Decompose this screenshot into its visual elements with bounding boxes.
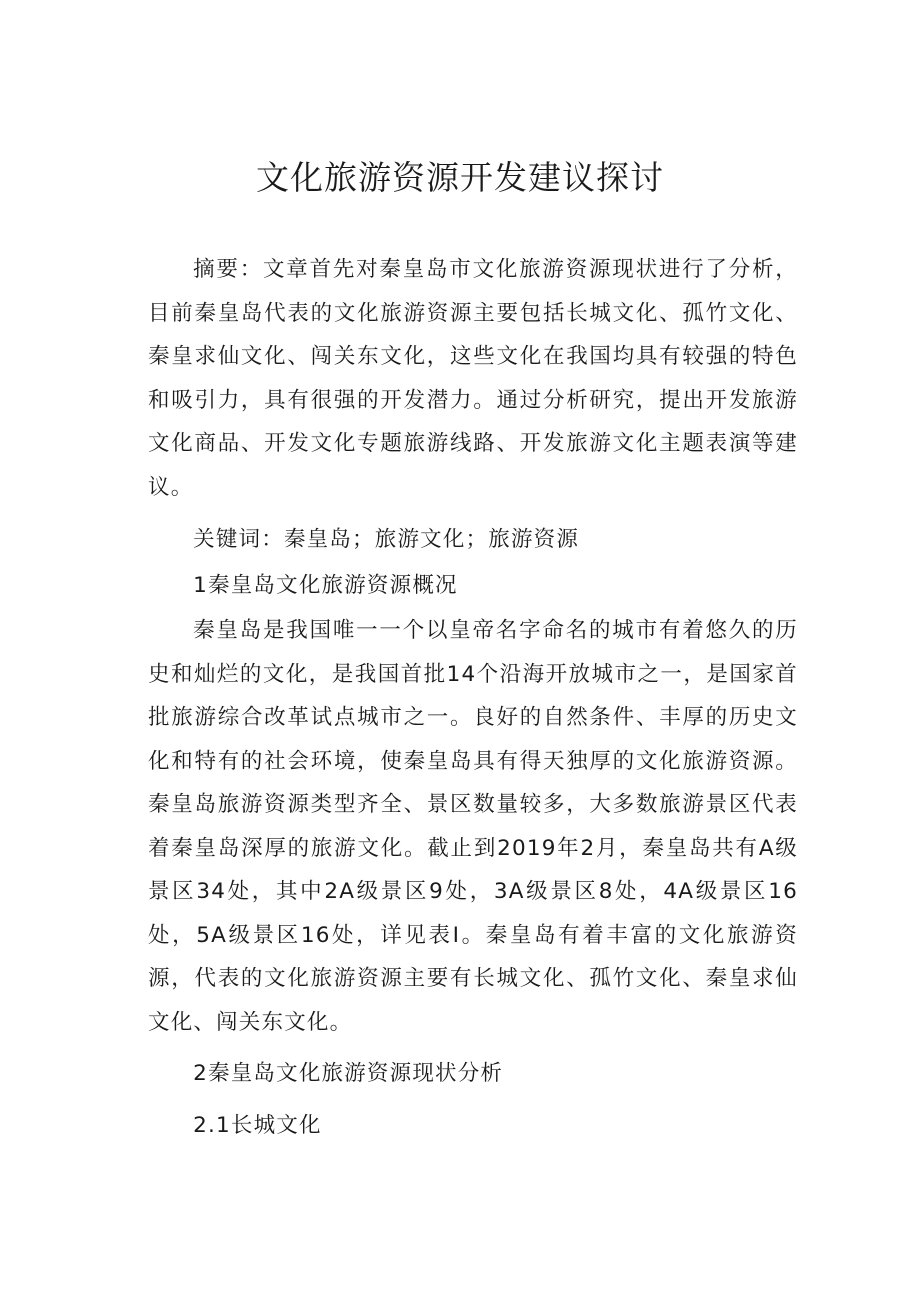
- document-body: [148, 248, 798, 1147]
- section-1-heading: 1秦皇岛文化旅游资源概况: [193, 572, 458, 598]
- abstract-paragraph: 摘要：文章首先对秦皇岛市文化旅游资源现状进行了分析，目前秦皇岛代表的文化旅游资源主要包括长城文化、孤竹文化、秦皇求仙文化、闯关东文化，这些文化在我国均具有较强的特色和吸引力，具有很强的开发潜力。通过分析研究，提出开发旅游文化商品、开发文化专题旅游线路、开发旅游文化主题表演等建议。: [148, 257, 798, 500]
- section-2-heading: 2秦皇岛文化旅游资源现状分析: [193, 1061, 504, 1086]
- section-1-body: 秦皇岛是我国唯一一个以皇帝名字命名的城市有着悠久的历史和灿烂的文化，是我国首批14个沿海开放城市之一，是国家首批旅游综合改革试点城市之一。良好的自然条件、丰厚的历史文化和特有的社会环境，使秦皇岛具有得天独厚的文化旅游资源。秦皇岛旅游资源类型齐全、景区数量较多，大多数旅游景区代表着秦皇岛深厚的旅游文化。截止到2019年2月，秦皇岛共有A级景区34处，其中2A级景区9处，3A级景区8处，4A级景区16处，5A级景区16处，详见表I。秦皇岛有着丰富的文化旅游资源，代表的文化旅游资源主要有长城文化、孤竹文化、秦皇求仙文化、闯关东文化。: [148, 618, 798, 1035]
- document-title: 文化旅游资源开发建议探讨: [256, 158, 664, 197]
- keywords-line: 关键词：秦皇岛；旅游文化；旅游资源: [193, 527, 580, 552]
- section-2-1-heading: 2.1长城文化: [193, 1112, 322, 1138]
